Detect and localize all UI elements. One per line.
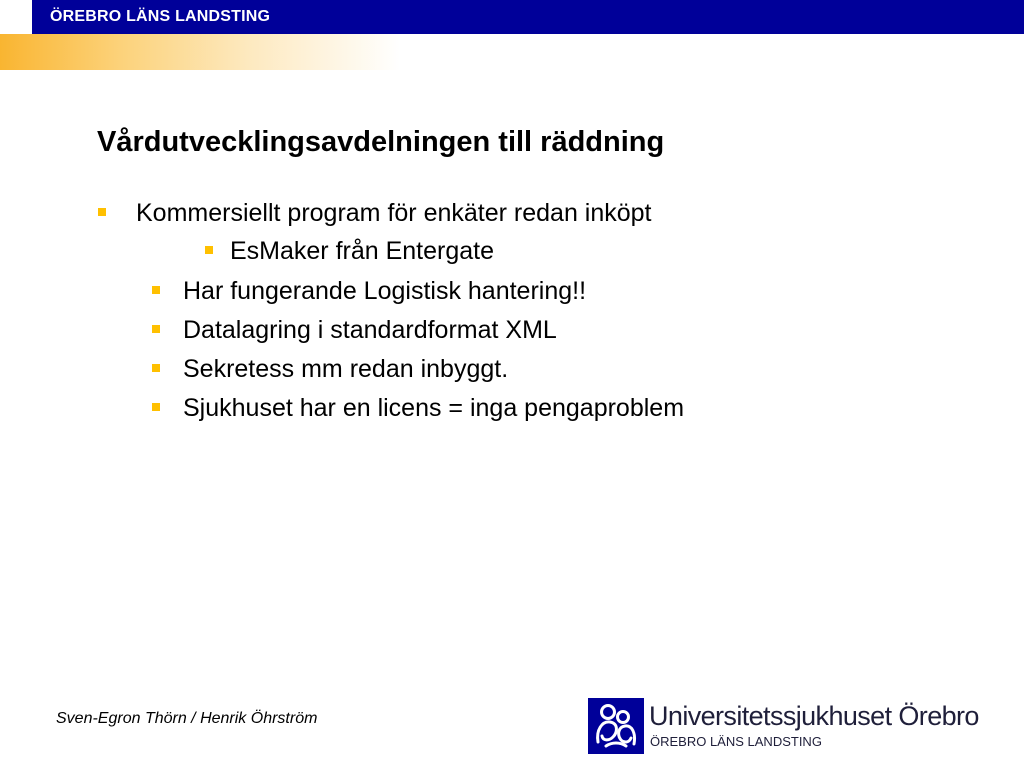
slide-title: Vårdutvecklingsavdelningen till räddning	[97, 126, 665, 158]
bullet-item	[98, 198, 738, 228]
organization-name: ÖREBRO LÄNS LANDSTING	[50, 8, 271, 25]
bullet-marker-icon	[152, 325, 160, 333]
bullet-item	[152, 276, 672, 306]
bullet-marker-icon	[205, 246, 213, 254]
bullet-marker-icon	[152, 364, 160, 372]
bullet-text: Datalagring i standardformat XML	[183, 316, 557, 344]
bullet-text: EsMaker från Entergate	[230, 237, 495, 265]
top-bar-corner	[0, 0, 32, 34]
bullet-text: Har fungerande Logistisk hantering!!	[183, 277, 587, 305]
bullet-text: Sjukhuset har en licens = inga pengaproblem	[183, 394, 685, 422]
top-bar	[0, 0, 1024, 34]
bullet-text: Sekretess mm redan inbyggt.	[183, 355, 509, 383]
bullet-marker-icon	[152, 286, 160, 294]
hospital-emblem-icon	[588, 698, 644, 754]
accent-gradient-band	[0, 34, 400, 70]
bullet-marker-icon	[98, 208, 106, 216]
bullet-item	[152, 393, 792, 423]
bullet-item	[152, 315, 672, 345]
bullet-item	[152, 354, 672, 384]
footer-author: Sven-Egron Thörn / Henrik Öhrström	[56, 710, 318, 727]
logo-subtitle: ÖREBRO LÄNS LANDSTING	[650, 734, 822, 749]
bullet-item	[205, 236, 545, 266]
bullet-text: Kommersiellt program för enkäter redan inköpt	[136, 199, 652, 227]
bullet-marker-icon	[152, 403, 160, 411]
logo-name: Universitetssjukhuset Örebro	[649, 701, 979, 731]
